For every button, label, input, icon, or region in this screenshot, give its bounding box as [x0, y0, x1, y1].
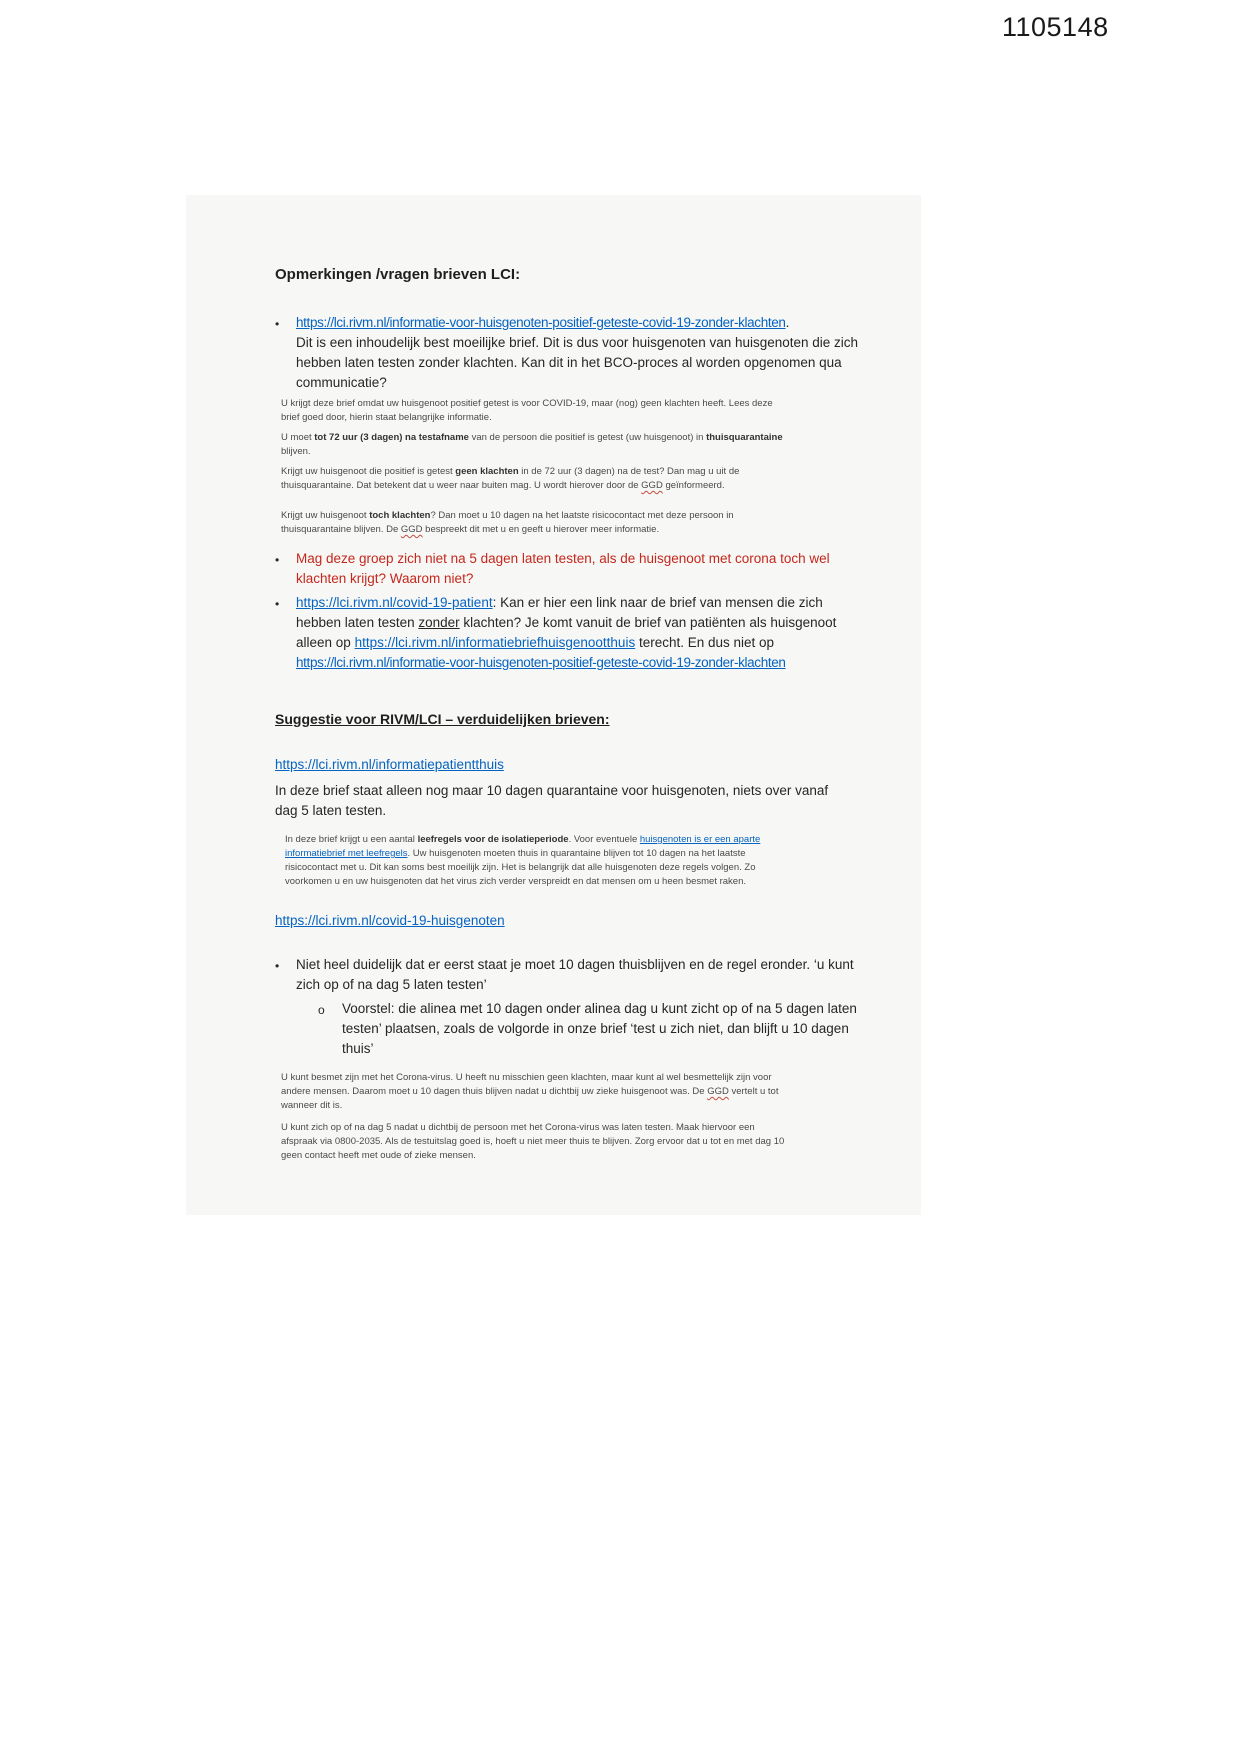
sub-bullet-marker: o [318, 1003, 325, 1017]
text-run: Krijgt uw huisgenoot die positief is getest [281, 466, 456, 477]
heading-opmerkingen: Opmerkingen /vragen brieven LCI: [275, 266, 521, 283]
text-run: vertelt u tot wanneer dit is. [281, 1086, 779, 1111]
bullet-2-red-text: Mag deze groep zich niet na 5 dagen laten testen, als de huisgenoot met corona toch wel klachten krijgt? Waarom niet? [296, 551, 830, 586]
bullet-3-text [296, 593, 861, 673]
quote-block-3 [281, 1071, 791, 1163]
text-run-bold: tot 72 uur (3 dagen) na testafname [314, 432, 469, 443]
bullet-1-text [296, 313, 861, 393]
link-informatiebriefhuisgenootthuis[interactable]: https://lci.rivm.nl/informatiebriefhuisgenootthuis [354, 635, 636, 650]
text-run: Krijgt uw huisgenoot [281, 510, 370, 521]
text-run: in de 72 uur (3 dagen) na de test? Dan mag u uit de thuisquarantaine. Dat betekent dat u weer naar buiten mag. U wordt hierover door de [281, 466, 740, 491]
text-run: van de persoon die positief is getest (uw huisgenoot) in [468, 432, 707, 443]
quote-paragraph [281, 465, 791, 493]
sub-bullet-item [318, 999, 861, 1059]
content-area [186, 195, 921, 1163]
sub-bullet-text: Voorstel: die alinea met 10 dagen onder alinea dag u kunt zicht op of na 5 dagen laten testen’ plaatsen, zoals de volgorde in onze brief ‘test u zich niet, dan blijft u 10 dagen thuis’ [342, 1001, 857, 1056]
bullet-item-3 [275, 593, 861, 673]
text-run: U kunt zich op of na dag 5 nadat u dichtbij de persoon met het Corona-virus was laten testen. Maak hiervoor een afspraak via 0800-2035. Als de testuitslag goed is, hoeft u niet meer thuis te blijven. Zorg ervoor dat u tot en met dag 10 geen contact heeft met oude of zieke mensen. [281, 1122, 785, 1161]
link-informatiepatientthuis[interactable]: https://lci.rivm.nl/informatiepatientthuis [275, 757, 504, 772]
text-run: bespreekt dit met u en geeft u hierover meer informatie. [422, 524, 660, 535]
quote-paragraph [285, 833, 795, 889]
text-run: geïnformeerd. [662, 480, 725, 491]
link-huisgenoten-zonder-klachten[interactable]: https://lci.rivm.nl/informatie-voor-huisgenoten-positief-geteste-covid-19-zonder-klachten [296, 315, 786, 330]
text-run-bold: toch klachten [369, 510, 431, 521]
document-number: 1105148 [1002, 12, 1109, 42]
link-aparte-informatiebrief[interactable]: huisgenoten is er een aparte informatiebrief met leefregels [285, 834, 761, 859]
quote-paragraph [281, 397, 791, 425]
bullet-item-2 [275, 549, 861, 589]
text-run-bold: thuisquarantaine [706, 432, 783, 443]
bullet-item-1 [275, 313, 861, 393]
ggd-spellcheck-underline: GGD [641, 480, 663, 491]
link-covid-19-patient[interactable]: https://lci.rivm.nl/covid-19-patient [296, 595, 493, 610]
text-run: terecht. En dus niet op [635, 635, 775, 650]
quote-paragraph [281, 1071, 791, 1113]
quote-paragraph [281, 431, 791, 459]
quote-paragraph [281, 509, 791, 537]
text-run-bold: leefregels voor de isolatieperiode [417, 834, 569, 845]
paragraph-informatiepatientthuis: In deze brief staat alleen nog maar 10 dagen quarantaine voor huisgenoten, niets over vanaf dag 5 laten testen. [275, 783, 829, 818]
text-run: ? Dan moet u 10 dagen na het laatste risicocontact met deze persoon in thuisquarantaine blijven. De [281, 510, 734, 535]
text-run: . [785, 315, 790, 330]
text-run-bold: geen klachten [455, 466, 519, 477]
bullet-marker: • [275, 317, 280, 331]
bullet-marker: • [275, 597, 280, 611]
text-run: In deze brief krijgt u een aantal [285, 834, 418, 845]
text-run: U kunt besmet zijn met het Corona-virus. U heeft nu misschien geen klachten, maar kunt al wel besmettelijk zijn voor andere mensen. Daarom moet u 10 dagen thuis blijven nadat u dichtbij uw zieke huisgenoot was. De [281, 1072, 772, 1097]
text-run: . Uw huisgenoten moeten thuis in quarantaine blijven tot 10 dagen na het laatste risicocontact met u. Dit kan soms best moeilijk zijn. Het is belangrijk dat alle huisgenoten deze regels volgen. Zo voorkomen u en uw huisgenoten dat het virus zich verder verspreidt en dat mensen om u heen besmet raken. [285, 848, 756, 887]
bullet-marker: • [275, 959, 280, 973]
quote-block-2 [285, 833, 795, 889]
bullet-1-body: Dit is een inhoudelijk best moeilijke brief. Dit is dus voor huisgenoten van huisgenoten die zich hebben laten testen zonder klachten. Kan dit in het BCO-proces al worden opgenomen qua communicatie? [296, 335, 859, 390]
text-run: blijven. [281, 446, 311, 457]
text-run: . Voor eventuele [568, 834, 640, 845]
link-covid-19-huisgenoten[interactable]: https://lci.rivm.nl/covid-19-huisgenoten [275, 913, 505, 928]
ggd-spellcheck-underline: GGD [400, 524, 423, 535]
text-run-underline: zonder [418, 615, 460, 630]
text-run: klachten? Je komt vanuit de brief van patiënten als huisgenoot alleen op [296, 615, 837, 650]
text-run: U krijgt deze brief omdat uw huisgenoot positief getest is voor COVID-19, maar (nog) geen klachten heeft. Lees deze brief goed door, hierin staat belangrijke informatie. [281, 398, 773, 423]
heading-suggestie: Suggestie voor RIVM/LCI – verduidelijken brieven: [275, 711, 610, 727]
text-run: U moet [281, 432, 315, 443]
text-run: : Kan er hier een link naar de brief van mensen die zich hebben laten testen [296, 595, 823, 630]
quote-block-1 [281, 397, 791, 537]
bullet-4-text: Niet heel duidelijk dat er eerst staat je moet 10 dagen thuisblijven en de regel eronder. ‘u kunt zich op of na dag 5 laten testen’ [296, 957, 854, 992]
document-page [186, 195, 921, 1215]
link-huisgenoten-zonder-klachten-2[interactable]: https://lci.rivm.nl/informatie-voor-huisgenoten-positief-geteste-covid-19-zonder-klachten [296, 655, 786, 670]
bullet-marker: • [275, 553, 280, 567]
quote-paragraph [281, 1121, 791, 1163]
bullet-item-4 [275, 955, 861, 995]
ggd-spellcheck-underline: GGD [707, 1086, 729, 1097]
